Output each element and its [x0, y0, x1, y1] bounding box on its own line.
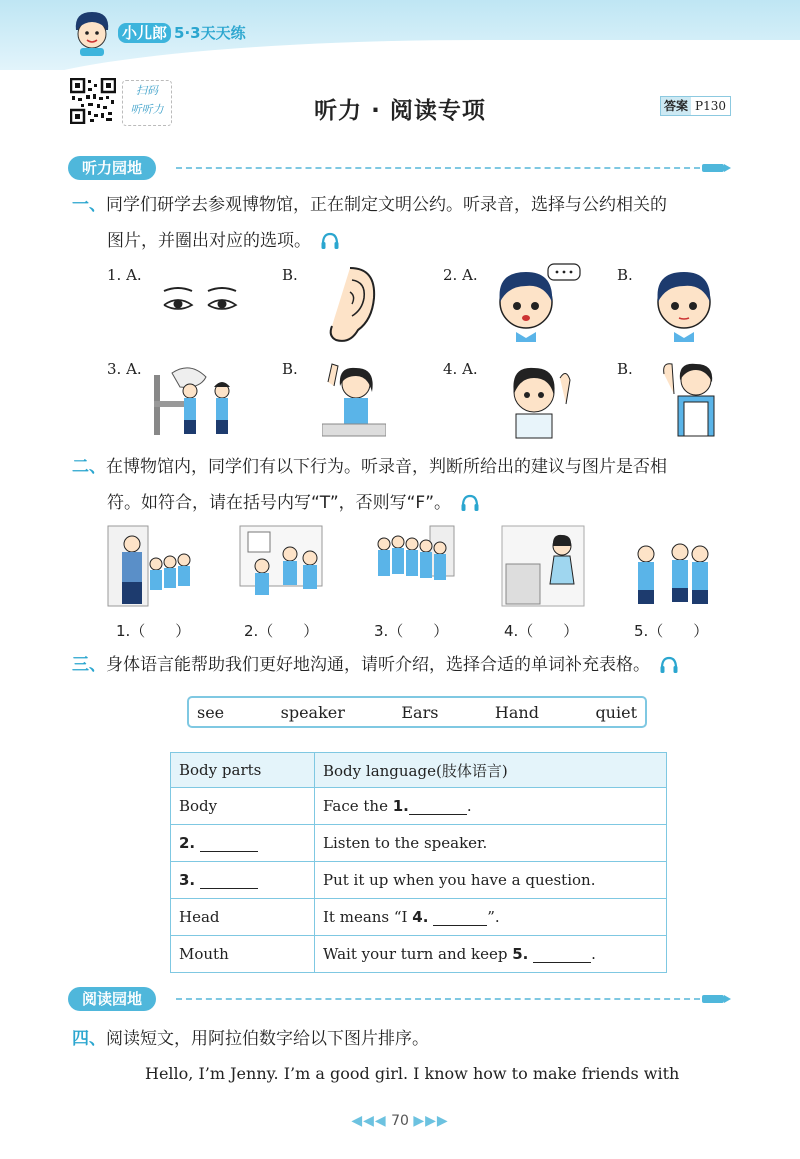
- table-cell: Head: [171, 899, 315, 936]
- body-language-table: [170, 752, 667, 973]
- q2-number: 二、: [72, 457, 106, 477]
- q2-prompt-line2: [107, 486, 480, 520]
- right-arrows-icon: ▶▶▶: [413, 1113, 449, 1129]
- q2-text-line2: 符。如符合，请在括号内写“T”，否则写“F”。: [107, 493, 452, 513]
- answer-badge[interactable]: [660, 96, 731, 116]
- word-2: speaker: [280, 702, 345, 722]
- q2-picture-1: [106, 524, 192, 608]
- q1-item-4: [443, 360, 478, 378]
- q1-text-line1: 同学们研学去参观博物馆，正在制定文明公约。听录音，选择与公约相关的: [106, 195, 667, 215]
- word-3: Ears: [401, 702, 439, 722]
- scan-line2: 听听力: [130, 103, 164, 116]
- q1-item-2-a[interactable]: A.: [462, 266, 478, 284]
- boy-quiet-image: [646, 262, 722, 344]
- section-divider: [176, 998, 700, 1000]
- q1-text-line2: 图片，并圈出对应的选项。: [107, 231, 311, 251]
- blank-2[interactable]: [200, 851, 258, 852]
- q1-item-2-b[interactable]: B.: [617, 266, 633, 284]
- q2-picture-4: [500, 524, 586, 608]
- headphones-icon[interactable]: [460, 494, 480, 512]
- blank-number: 5.: [512, 945, 529, 963]
- q1-item-1-b[interactable]: B.: [282, 266, 298, 284]
- q1-item-4-b[interactable]: B.: [617, 360, 633, 378]
- page-title: 听力 · 阅读专项: [314, 98, 486, 124]
- q2-answer-1[interactable]: 1.（ ）: [116, 622, 191, 640]
- brand-title: [118, 22, 246, 43]
- brand-name: 小儿郎: [118, 23, 171, 43]
- q1-item-4-num: 4.: [443, 360, 458, 378]
- headphones-icon[interactable]: [320, 232, 340, 250]
- girl-hand-up-image: [322, 362, 386, 438]
- left-arrows-icon: ◀◀◀: [351, 1113, 387, 1129]
- q1-prompt: [72, 188, 752, 222]
- q1-item-3-a[interactable]: A.: [126, 360, 142, 378]
- cell-text: Face the: [323, 797, 393, 815]
- blank-number: 3.: [179, 871, 196, 889]
- table-cell: [315, 936, 667, 973]
- page-footer: [0, 1113, 800, 1129]
- table-cell: Put it up when you have a question.: [315, 862, 667, 899]
- table-cell: [315, 788, 667, 825]
- page-number: 70: [391, 1113, 409, 1129]
- q1-item-1: [107, 266, 142, 284]
- cell-text: It means “I: [323, 908, 413, 926]
- q4-text: 阅读短文，用阿拉伯数字给以下图片排序。: [106, 1029, 429, 1049]
- mascot-icon: [70, 8, 114, 56]
- q2-text-line1: 在博物馆内，同学们有以下行为。听录音，判断所给出的建议与图片是否相: [106, 457, 667, 477]
- blank-number: 4.: [412, 908, 429, 926]
- brand-series: 5·3天天练: [174, 24, 246, 42]
- table-header-row: [171, 753, 667, 788]
- q2-picture-2: [238, 524, 324, 608]
- table-row: [171, 862, 667, 899]
- q2-answer-5[interactable]: 5.（ ）: [634, 622, 709, 640]
- blank-5[interactable]: [533, 962, 591, 963]
- q1-item-2: [443, 266, 478, 284]
- table-row: [171, 899, 667, 936]
- cell-text: Wait your turn and keep: [323, 945, 513, 963]
- girl-waving-image: [500, 358, 572, 440]
- table-cell: Listen to the speaker.: [315, 825, 667, 862]
- kids-touching-exhibit-image: [150, 365, 240, 437]
- q1-item-3-num: 3.: [107, 360, 122, 378]
- table-cell: [171, 825, 315, 862]
- answer-page: P130: [695, 99, 726, 113]
- q1-item-1-a[interactable]: A.: [126, 266, 142, 284]
- blank-4[interactable]: [433, 925, 487, 926]
- q2-picture-3: [370, 524, 456, 608]
- blank-number: 2.: [179, 834, 196, 852]
- answer-label: 答案: [661, 97, 691, 115]
- q1-prompt-line2: [107, 224, 340, 258]
- q1-item-1-num: 1.: [107, 266, 122, 284]
- q2-prompt: [72, 450, 752, 484]
- q3-prompt: [72, 648, 772, 682]
- q1-number: 一、: [72, 195, 106, 215]
- q1-item-3: [107, 360, 142, 378]
- section-listening: 听力园地: [68, 156, 156, 180]
- pencil-icon: [702, 164, 724, 172]
- ear-image: [322, 264, 380, 346]
- q2-answer-3[interactable]: 3.（ ）: [374, 622, 449, 640]
- cell-text: .: [591, 945, 596, 963]
- word-bank: [187, 696, 647, 728]
- q4-passage: Hello, I’m Jenny. I’m a good girl. I know how to make friends with: [145, 1064, 680, 1083]
- q1-item-2-num: 2.: [443, 266, 458, 284]
- q4-prompt: [72, 1022, 752, 1056]
- word-1: see: [197, 702, 225, 722]
- q2-answer-4[interactable]: 4.（ ）: [504, 622, 579, 640]
- blank-3[interactable]: [200, 888, 258, 889]
- q2-picture-5: [630, 524, 716, 608]
- blank-1[interactable]: [409, 814, 467, 815]
- table-cell: [171, 862, 315, 899]
- table-header-cell: Body parts: [171, 753, 315, 788]
- blank-number: 1.: [392, 797, 409, 815]
- cell-text: ”.: [487, 908, 500, 926]
- table-cell: Body: [171, 788, 315, 825]
- boy-hand-up-image: [660, 358, 724, 440]
- table-row: [171, 788, 667, 825]
- q1-item-3-b[interactable]: B.: [282, 360, 298, 378]
- q2-answer-2[interactable]: 2.（ ）: [244, 622, 319, 640]
- table-header-cell: Body language(肢体语言): [315, 753, 667, 788]
- q3-text: 身体语言能帮助我们更好地沟通，请听介绍，选择合适的单词补充表格。: [106, 655, 650, 675]
- scan-line1: 扫码: [136, 84, 158, 97]
- cell-text: .: [466, 797, 472, 815]
- pencil-icon: [702, 995, 724, 1003]
- section-divider: [176, 167, 700, 169]
- q4-number: 四、: [72, 1029, 106, 1049]
- section-reading: 阅读园地: [68, 987, 156, 1011]
- headphones-icon[interactable]: [659, 656, 679, 674]
- q3-number: 三、: [72, 655, 106, 675]
- eyes-image: [160, 285, 240, 319]
- word-5: quiet: [595, 702, 637, 722]
- table-cell: Mouth: [171, 936, 315, 973]
- table-row: [171, 936, 667, 973]
- q1-item-4-a[interactable]: A.: [462, 360, 478, 378]
- table-row: [171, 825, 667, 862]
- table-cell: [315, 899, 667, 936]
- word-4: Hand: [494, 702, 539, 722]
- boy-speaking-image: [488, 262, 584, 344]
